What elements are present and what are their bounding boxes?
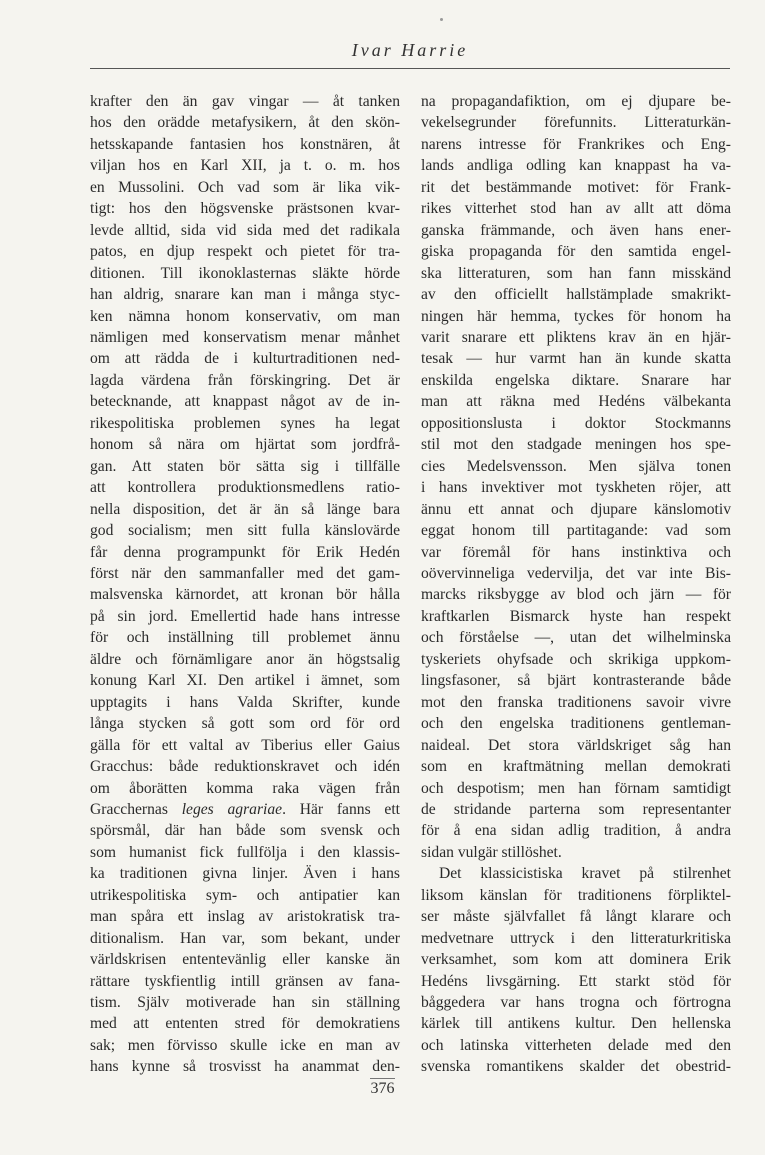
text-line: tyskeriets ohyfsade och skrikiga uppkom- xyxy=(421,650,731,668)
text-line: en Mussolini. Och vad som är lika vik- xyxy=(90,178,400,196)
text-line: sak; men förvisso skulle icke en man av xyxy=(90,1036,400,1054)
text-line: varit snarare ett pliktens krav än en hjär- xyxy=(421,328,731,346)
text-line: nella disposition, det är än så länge bara xyxy=(90,500,400,518)
text-line: med att ententen stred för demokratiens xyxy=(90,1015,400,1033)
left-column xyxy=(90,91,400,1078)
text-line: krafter den än gav vingar — åt tanken xyxy=(90,93,400,110)
text-line: för å ena sidan adlig tradition, å andra xyxy=(421,822,731,840)
text-line: utrikespolitiska sym- och antipatier kan xyxy=(90,886,400,904)
text-line: cies Medelsvensson. Men själva tonen xyxy=(421,457,731,475)
text-line: ningen här hemma, tyckes för honom ha xyxy=(421,307,731,325)
text-line: lingsfasoner, så bjärt kontrasterande både xyxy=(421,672,731,690)
text-line: ka traditionen givna linjer. Även i hans xyxy=(90,865,400,883)
header-rule xyxy=(90,68,730,69)
text-line: na propagandafiktion, om ej djupare be- xyxy=(421,93,731,110)
text-line: nämligen med konservatism menar månhet xyxy=(90,328,400,346)
text-line: ken nämna honom konservativ, om man xyxy=(90,307,400,325)
text-line: och despotism; men han förnam samtidigt xyxy=(421,779,731,797)
text-line: världskrisen ententevänlig eller kanske än xyxy=(90,951,400,969)
text-line: enskilda engelska diktare. Snarare har xyxy=(421,371,731,389)
text-line: gan. Att staten bör sätta sig i tillfälle xyxy=(90,457,400,475)
text-line: hans kynne så trosvisst ha anammat den- xyxy=(90,1058,400,1076)
text-line: de stridande parterna som representanter xyxy=(421,800,731,818)
text-line: oövervinneliga vedervilja, det var inte Bis- xyxy=(421,564,731,582)
text-line: svenska romantikens skalder det obestrid- xyxy=(421,1058,731,1076)
text-line: lands andliga odling kan knappast ha va- xyxy=(421,157,731,175)
text-line: stil mot den stadgade meningen hos spe- xyxy=(421,436,731,454)
text-line: ska litteraturen, som han fann misskänd xyxy=(421,264,731,282)
text-line: mot den franska traditionens savoir vivre xyxy=(421,693,731,711)
text-line: båggedera var hans trogna och förtrogna xyxy=(421,994,731,1012)
paragraph-text xyxy=(421,863,731,1078)
text-line: ditionen. Till ikonoklasternas släkte hörde xyxy=(90,264,400,282)
text-line: vekelsegrunder förefunnits. Litteraturkän- xyxy=(421,114,731,132)
text-line: han aldrig, snarare kan man i många styc- xyxy=(90,286,400,304)
text-line: narens intresse för Frankrikes och Eng- xyxy=(421,135,731,153)
text-line: lagda värdena från förskingring. Det är xyxy=(90,371,400,389)
text-line: liksom känslan för traditionens förpliktel- xyxy=(421,886,731,904)
text-line: betecknande, att knappast något av de in- xyxy=(90,393,400,411)
text-line: ser måste självfallet få långt klarare och xyxy=(421,908,731,926)
print-speck xyxy=(440,18,443,21)
text-line: oppositionslusta i doktor Stockmanns xyxy=(421,414,731,432)
text-line: sidan vulgär stillöshet. xyxy=(421,843,562,861)
text-line: man spåra ett inslag av aristokratisk tra- xyxy=(90,908,400,926)
text-line: rikes vitterhet stod han av allt att döma xyxy=(421,200,731,218)
text-line: om att rädda de i kulturtraditionen ned- xyxy=(90,350,400,368)
text-line: att kontrollera produktionsmedlens ratio- xyxy=(90,479,400,497)
text-line: kraftkarlen Bismarck hyste han respekt xyxy=(421,607,731,625)
text-line: rättare tyskfientlig intill gränsen av fana- xyxy=(90,972,400,990)
text-line: honom så nära om hjärtat som jordfrå- xyxy=(90,436,400,454)
text-line: Gracchernas leges agrariae. Här fanns ett xyxy=(90,800,400,818)
text-line: man att räkna med Hedéns välbekanta xyxy=(421,393,731,411)
text-line: för och inställning till problemet ännu xyxy=(90,629,400,647)
running-header: Ivar Harrie xyxy=(351,40,469,60)
text-line: och förståelse —, utan det wilhelminska xyxy=(421,629,731,647)
text-line: marcks riksbygge av blod och järn — för xyxy=(421,586,731,604)
text-line: som humanist fick fullfölja i den klassis- xyxy=(90,843,400,861)
text-line: Det klassicistiska kravet på stilrenhet xyxy=(439,865,731,883)
text-line: Gracchus: både reduktionskravet och idén xyxy=(90,758,400,776)
paragraph-text xyxy=(90,91,400,1078)
text-line: ganska främmande, och även hans ener- xyxy=(421,221,731,239)
text-line: rikespolitiska problemen synes ha legat xyxy=(90,414,400,432)
text-line: först när den sammanfaller med det gam- xyxy=(90,564,400,582)
text-line: naideal. Det stora världskriget såg han xyxy=(421,736,731,754)
text-line: om åborätten komma raka vägen från xyxy=(90,779,400,797)
text-line: långa stycken så gott som ord för ord xyxy=(90,715,400,733)
text-line: och latinska vitterheten delade med den xyxy=(421,1036,731,1054)
text-line: medvetnare uttryck i den litteraturkritiska xyxy=(421,929,731,947)
text-line: rit det bestämmande motivet: för Frank- xyxy=(421,178,731,196)
text-line: levde alltid, sida vid sida med det radikala xyxy=(90,221,400,239)
text-line: ditionalism. Han var, som bekant, under xyxy=(90,929,400,947)
text-line: patos, en djup respekt och pietet för tra- xyxy=(90,243,400,261)
text-line: kärlek till antikens kultur. Den hellenska xyxy=(421,1015,731,1033)
text-line: giska propaganda för den samtida engel- xyxy=(421,243,731,261)
text-line: upptagits i hans Valda Skrifter, kunde xyxy=(90,693,400,711)
text-line: hos den orädde metafysikern, åt den skön- xyxy=(90,114,400,132)
text-line: hetsskapande fantasien hos konstnären, åt xyxy=(90,135,400,153)
text-line: tigt: hos den högsvenske prästsonen kvar- xyxy=(90,200,400,218)
latin-phrase: leges agrariae xyxy=(181,800,283,818)
footer-rule xyxy=(370,1078,395,1079)
right-column xyxy=(421,91,731,1078)
text-line: på sin jord. Emellertid hade hans intresse xyxy=(90,607,400,625)
text-line: tism. Själv motiverade han sin ställning xyxy=(90,994,400,1012)
text-line: tesak — hur varmt han än kunde skatta xyxy=(421,350,731,368)
paragraph-text xyxy=(421,91,731,863)
text-line: får denna programpunkt för Erik Hedén xyxy=(90,543,400,561)
text-line: ännu ett annat och djupare känslomotiv xyxy=(421,500,731,518)
text-line: äldre och förnämligare anor än högstsalig xyxy=(90,650,400,668)
text-line: av den officiellt hallstämplade smakrikt- xyxy=(421,286,731,304)
text-line: och den engelska traditionens gentleman- xyxy=(421,715,731,733)
page-number: 376 xyxy=(370,1080,395,1097)
text-line: malsvenska kärnordet, att kronan bör hålla xyxy=(90,586,400,604)
text-line: konung Karl XI. Den artikel i ämnet, som xyxy=(90,672,400,690)
text-line: i hans invektiver mot tyskheten röjer, att xyxy=(421,479,731,497)
text-line: viljan hos en Karl XII, ja t. o. m. hos xyxy=(90,157,400,175)
text-line: verksamhet, som kom att dominera Erik xyxy=(421,951,731,969)
text-line: god socialism; men sitt fulla känslovärde xyxy=(90,522,400,540)
text-line: eggat honom till partitagande: vad som xyxy=(421,522,731,540)
text-line: som en kraftmätning mellan demokrati xyxy=(421,758,731,776)
text-line: spörsmål, där han både som svensk och xyxy=(90,822,400,840)
text-line: gälla för ett valtal av Tiberius eller Gaius xyxy=(90,736,400,754)
text-line: var föremål för hans instinktiva och xyxy=(421,543,731,561)
text-line: Hedéns livsgärning. Ett starkt stöd för xyxy=(421,972,731,990)
